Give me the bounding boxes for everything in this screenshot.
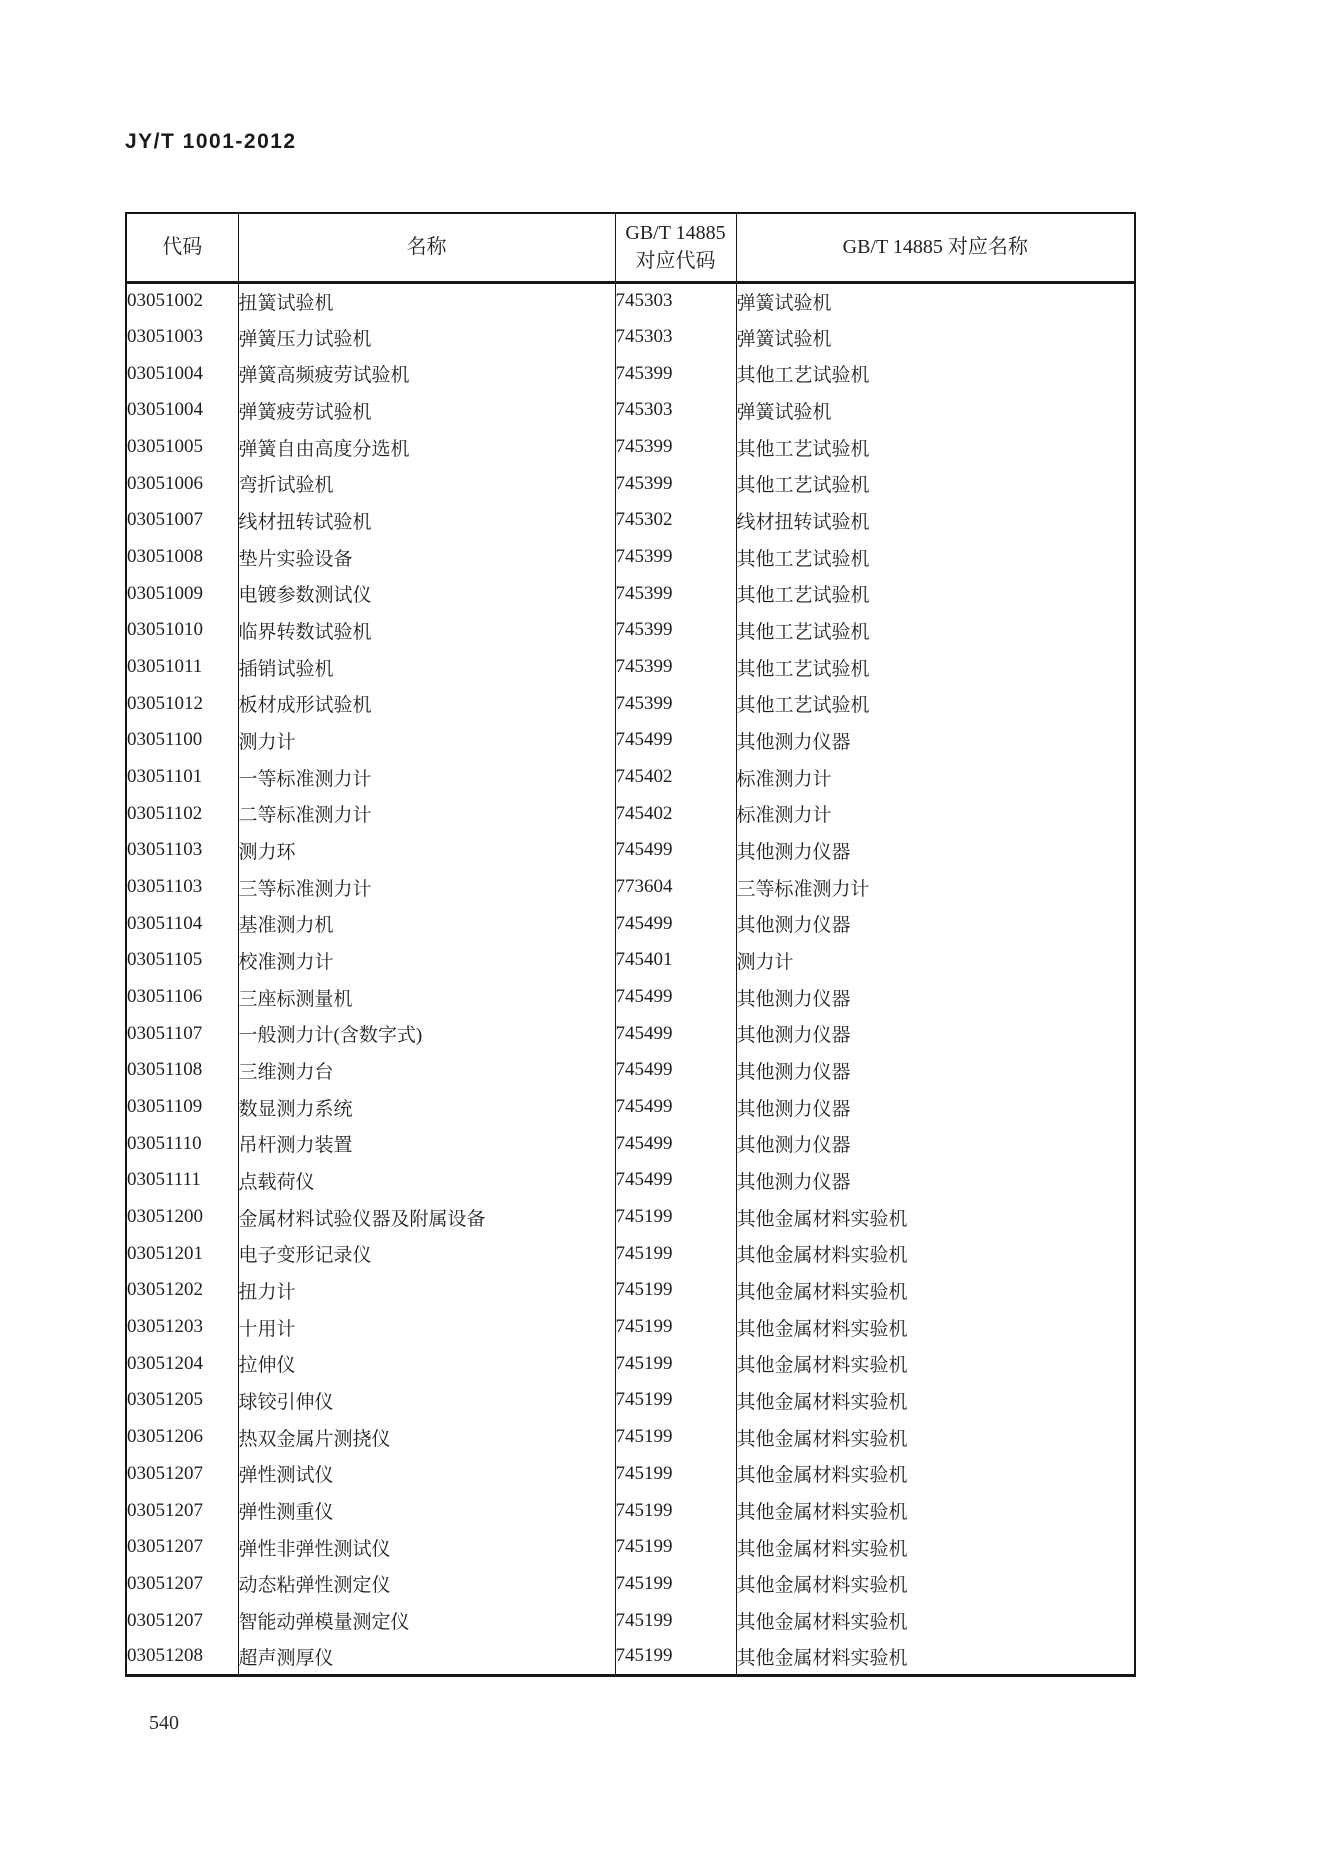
cell-code: 03051107	[127, 1022, 203, 1044]
cell-name: 一等标准测力计	[238, 759, 615, 796]
cell-code: 03051111	[127, 1169, 201, 1191]
cell-gbt-code: 745399	[615, 575, 736, 612]
cell-gbt-code: 745499	[615, 1015, 736, 1052]
table-row	[126, 1125, 1135, 1162]
table-row	[126, 575, 1135, 612]
table-row	[126, 1235, 1135, 1272]
cell-code: 03051002	[127, 290, 203, 312]
table-row	[126, 832, 1135, 869]
cell-code: 03051007	[127, 509, 203, 531]
cell-gbt-name: 其他工艺试验机	[736, 612, 1135, 649]
cell-name: 弹簧自由高度分选机	[238, 429, 615, 466]
cell-gbt-code: 745199	[615, 1492, 736, 1529]
cell-gbt-name: 其他测力仪器	[736, 1052, 1135, 1089]
table-row	[126, 1419, 1135, 1456]
cell-gbt-name: 其他工艺试验机	[736, 685, 1135, 722]
cell-gbt-name: 其他金属材料实验机	[736, 1566, 1135, 1603]
cell-gbt-code: 745303	[615, 392, 736, 429]
table-row	[126, 1456, 1135, 1493]
cell-gbt-code: 745199	[615, 1639, 736, 1676]
cell-gbt-code: 745303	[615, 319, 736, 356]
cell-name: 金属材料试验仪器及附属设备	[238, 1199, 615, 1236]
cell-gbt-name: 线材扭转试验机	[736, 502, 1135, 539]
cell-name: 三维测力台	[238, 1052, 615, 1089]
table-row	[126, 429, 1135, 466]
cell-gbt-code: 745199	[615, 1345, 736, 1382]
table-row	[126, 539, 1135, 576]
cell-gbt-code: 745399	[615, 465, 736, 502]
cell-gbt-name: 其他金属材料实验机	[736, 1492, 1135, 1529]
table-row	[126, 942, 1135, 979]
cell-gbt-name: 其他工艺试验机	[736, 355, 1135, 392]
table-row	[126, 1199, 1135, 1236]
cell-gbt-name: 其他金属材料实验机	[736, 1529, 1135, 1566]
cell-code: 03051108	[127, 1059, 203, 1081]
cell-gbt-name: 其他测力仪器	[736, 1125, 1135, 1162]
table-row	[126, 722, 1135, 759]
cell-gbt-name: 其他测力仪器	[736, 905, 1135, 942]
cell-gbt-name: 测力计	[736, 942, 1135, 979]
cell-code: 03051004	[127, 362, 203, 384]
cell-name: 电镀参数测试仪	[238, 575, 615, 612]
cell-code: 03051005	[127, 436, 203, 458]
cell-gbt-code: 745402	[615, 759, 736, 796]
cell-name: 线材扭转试验机	[238, 502, 615, 539]
cell-code: 03051207	[127, 1609, 203, 1631]
cell-name: 垫片实验设备	[238, 539, 615, 576]
cell-gbt-code: 745499	[615, 1125, 736, 1162]
table-row	[126, 1309, 1135, 1346]
table-row	[126, 1089, 1135, 1126]
cell-code: 03051010	[127, 619, 203, 641]
table-row	[126, 1566, 1135, 1603]
table-row	[126, 1492, 1135, 1529]
cell-gbt-code: 745499	[615, 905, 736, 942]
cell-gbt-code: 745399	[615, 429, 736, 466]
cell-code: 03051205	[127, 1389, 203, 1411]
cell-gbt-name: 其他金属材料实验机	[736, 1419, 1135, 1456]
cell-code: 03051102	[127, 802, 203, 824]
cell-code: 03051100	[127, 729, 203, 751]
cell-code: 03051012	[127, 692, 203, 714]
cell-name: 板材成形试验机	[238, 685, 615, 722]
cell-gbt-name: 其他金属材料实验机	[736, 1345, 1135, 1382]
table-row	[126, 355, 1135, 392]
cell-gbt-name: 其他金属材料实验机	[736, 1602, 1135, 1639]
cell-code: 03051206	[127, 1426, 203, 1448]
cell-name: 基准测力机	[238, 905, 615, 942]
cell-code: 03051006	[127, 472, 203, 494]
cell-name: 一般测力计(含数字式)	[238, 1015, 615, 1052]
cell-code: 03051009	[127, 582, 203, 604]
cell-code: 03051106	[127, 986, 203, 1008]
cell-code: 03051109	[127, 1096, 203, 1118]
table-row	[126, 979, 1135, 1016]
cell-code: 03051104	[127, 912, 203, 934]
cell-name: 测力环	[238, 832, 615, 869]
cell-gbt-name: 其他测力仪器	[736, 1089, 1135, 1126]
cell-code: 03051203	[127, 1316, 203, 1338]
cell-name: 扭力计	[238, 1272, 615, 1309]
cell-name: 数显测力系统	[238, 1089, 615, 1126]
cell-name: 校准测力计	[238, 942, 615, 979]
cell-gbt-code: 745302	[615, 502, 736, 539]
cell-gbt-code: 745199	[615, 1382, 736, 1419]
cell-gbt-code: 745199	[615, 1309, 736, 1346]
cell-name: 三座标测量机	[238, 979, 615, 1016]
table-row	[126, 685, 1135, 722]
table-row	[126, 1529, 1135, 1566]
cell-name: 吊杆测力装置	[238, 1125, 615, 1162]
cell-gbt-code: 745199	[615, 1199, 736, 1236]
table-row	[126, 612, 1135, 649]
header-gbt-code-line1: GB/T 14885	[625, 222, 726, 245]
cell-gbt-code: 745399	[615, 649, 736, 686]
table-row	[126, 1162, 1135, 1199]
cell-name: 测力计	[238, 722, 615, 759]
cell-gbt-name: 其他工艺试验机	[736, 539, 1135, 576]
cell-code: 03051103	[127, 876, 203, 898]
cell-code: 03051207	[127, 1499, 203, 1521]
cell-gbt-code: 745199	[615, 1529, 736, 1566]
page-number: 540	[149, 1712, 179, 1734]
table-row	[126, 1602, 1135, 1639]
cell-gbt-name: 其他测力仪器	[736, 1015, 1135, 1052]
cell-gbt-code: 745499	[615, 1052, 736, 1089]
header-name	[238, 213, 615, 282]
cell-code: 03051011	[127, 656, 203, 678]
cell-gbt-name: 其他金属材料实验机	[736, 1639, 1135, 1676]
table-row	[126, 282, 1135, 319]
table-row	[126, 1382, 1135, 1419]
cell-gbt-name: 其他金属材料实验机	[736, 1382, 1135, 1419]
cell-gbt-code: 745399	[615, 612, 736, 649]
table-row	[126, 1052, 1135, 1089]
cell-gbt-code: 745399	[615, 685, 736, 722]
cell-gbt-code: 745303	[615, 282, 736, 319]
cell-code: 03051201	[127, 1242, 203, 1264]
cell-gbt-code: 745499	[615, 979, 736, 1016]
cell-name: 球铰引伸仪	[238, 1382, 615, 1419]
cell-gbt-code: 745199	[615, 1272, 736, 1309]
cell-code: 03051003	[127, 326, 203, 347]
cell-gbt-name: 其他金属材料实验机	[736, 1456, 1135, 1493]
cell-gbt-code: 745499	[615, 722, 736, 759]
table-row	[126, 1272, 1135, 1309]
cell-gbt-name: 弹簧试验机	[736, 319, 1135, 356]
table-row	[126, 1345, 1135, 1382]
cell-gbt-code: 745402	[615, 795, 736, 832]
cell-gbt-code: 773604	[615, 869, 736, 906]
table-row	[126, 759, 1135, 796]
cell-code: 03051004	[127, 399, 203, 421]
cell-gbt-name: 其他测力仪器	[736, 1162, 1135, 1199]
table-row	[126, 1639, 1135, 1676]
header-gbt-code	[615, 213, 736, 282]
cell-gbt-name: 其他测力仪器	[736, 722, 1135, 759]
cell-gbt-name: 其他金属材料实验机	[736, 1199, 1135, 1236]
cell-code: 03051202	[127, 1279, 203, 1301]
cell-code: 03051208	[127, 1645, 203, 1667]
cell-gbt-code: 745199	[615, 1235, 736, 1272]
cell-name: 二等标准测力计	[238, 795, 615, 832]
cell-gbt-code: 745199	[615, 1566, 736, 1603]
cell-gbt-name: 其他测力仪器	[736, 832, 1135, 869]
cell-name: 弹性测重仪	[238, 1492, 615, 1529]
cell-name: 弹簧高频疲劳试验机	[238, 355, 615, 392]
cell-gbt-code: 745499	[615, 1162, 736, 1199]
cell-name: 插销试验机	[238, 649, 615, 686]
cell-gbt-name: 其他工艺试验机	[736, 465, 1135, 502]
cell-gbt-code: 745399	[615, 355, 736, 392]
cell-gbt-code: 745401	[615, 942, 736, 979]
header-gbt-code-line2: 对应代码	[635, 250, 716, 273]
table-row	[126, 1015, 1135, 1052]
cell-gbt-code: 745199	[615, 1456, 736, 1493]
cell-gbt-name: 其他金属材料实验机	[736, 1272, 1135, 1309]
cell-name: 点载荷仪	[238, 1162, 615, 1199]
cell-name: 动态粘弹性测定仪	[238, 1566, 615, 1603]
cell-code: 03051207	[127, 1536, 203, 1558]
header-gbt-name-label: GB/T 14885 对应名称	[842, 236, 1028, 259]
code-mapping-table	[125, 212, 1136, 1677]
cell-name: 弹性测试仪	[238, 1456, 615, 1493]
table-body	[126, 282, 1135, 1676]
cell-gbt-name: 标准测力计	[736, 759, 1135, 796]
cell-code: 03051008	[127, 546, 203, 568]
table-header	[126, 213, 1135, 282]
table-row	[126, 319, 1135, 356]
table-header-row	[126, 213, 1135, 282]
cell-name: 电子变形记录仪	[238, 1235, 615, 1272]
cell-code: 03051103	[127, 839, 203, 861]
header-gbt-name	[736, 213, 1135, 282]
cell-gbt-code: 745499	[615, 832, 736, 869]
cell-gbt-name: 其他测力仪器	[736, 979, 1135, 1016]
table-row	[126, 649, 1135, 686]
cell-gbt-code: 745399	[615, 539, 736, 576]
cell-name: 超声测厚仪	[238, 1639, 615, 1676]
cell-name: 扭簧试验机	[238, 282, 615, 319]
cell-name: 弹性非弹性测试仪	[238, 1529, 615, 1566]
cell-gbt-name: 其他金属材料实验机	[736, 1309, 1135, 1346]
cell-name: 弹簧疲劳试验机	[238, 392, 615, 429]
header-code	[126, 213, 238, 282]
cell-code: 03051200	[127, 1206, 203, 1228]
cell-gbt-code: 745199	[615, 1602, 736, 1639]
cell-gbt-name: 弹簧试验机	[736, 392, 1135, 429]
cell-name: 智能动弹模量测定仪	[238, 1602, 615, 1639]
cell-name: 拉伸仪	[238, 1345, 615, 1382]
cell-gbt-name: 其他工艺试验机	[736, 649, 1135, 686]
cell-code: 03051105	[127, 949, 203, 971]
table-row	[126, 869, 1135, 906]
cell-name: 弹簧压力试验机	[238, 319, 615, 356]
cell-gbt-name: 其他工艺试验机	[736, 429, 1135, 466]
table-row	[126, 392, 1135, 429]
cell-code: 03051110	[127, 1132, 202, 1154]
cell-gbt-code: 745499	[615, 1089, 736, 1126]
cell-code: 03051207	[127, 1462, 203, 1484]
cell-code: 03051101	[127, 766, 203, 788]
cell-gbt-name: 弹簧试验机	[736, 282, 1135, 319]
cell-gbt-code: 745199	[615, 1419, 736, 1456]
table-row	[126, 795, 1135, 832]
cell-gbt-name: 其他金属材料实验机	[736, 1235, 1135, 1272]
standard-number-title: JY/T 1001-2012	[125, 130, 297, 153]
cell-name: 十用计	[238, 1309, 615, 1346]
cell-name: 临界转数试验机	[238, 612, 615, 649]
table-row	[126, 465, 1135, 502]
cell-gbt-name: 三等标准测力计	[736, 869, 1135, 906]
table-row	[126, 502, 1135, 539]
cell-name: 弯折试验机	[238, 465, 615, 502]
cell-code: 03051207	[127, 1572, 203, 1594]
cell-name: 热双金属片测挠仪	[238, 1419, 615, 1456]
table-row	[126, 905, 1135, 942]
cell-gbt-name: 标准测力计	[736, 795, 1135, 832]
header-code-label: 代码	[162, 236, 203, 259]
cell-name: 三等标准测力计	[238, 869, 615, 906]
cell-code: 03051204	[127, 1352, 203, 1374]
header-name-label: 名称	[406, 236, 447, 259]
cell-gbt-name: 其他工艺试验机	[736, 575, 1135, 612]
